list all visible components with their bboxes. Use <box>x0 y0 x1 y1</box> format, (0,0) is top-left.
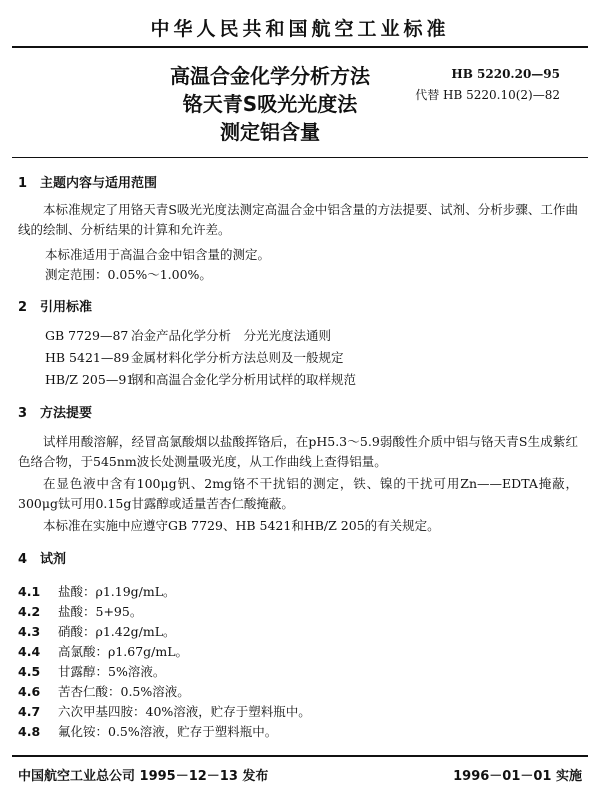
section-1-paragraph-1: 本标准规定了用铬天青S吸光光度法测定高温合金中铝含量的方法提要、试剂、分析步骤、工作曲线的绘制、分析结果的计算和允许差。 <box>18 202 578 237</box>
reference-title: 钢和高温合金化学分析用试样的取样规范 <box>130 372 356 387</box>
item-number: 4.8 <box>18 724 41 739</box>
section-title: 引用标准 <box>40 300 93 315</box>
item-number: 4.7 <box>18 704 41 719</box>
item-text: 盐酸：ρ1.19g/mL。 <box>58 584 176 599</box>
reagent-item <box>18 682 190 700</box>
section-3-paragraph-2: 在显色液中含有100μg钒、2mg铬不干扰铝的测定，铁、镍的干扰可用Zn——EDTA掩蔽，300μg钛可用0.15g甘露醇或适量苦杏仁酸掩蔽。 <box>18 476 578 511</box>
item-number: 4.2 <box>18 604 41 619</box>
item-number: 4.4 <box>18 644 41 659</box>
reference-title: 金属材料化学分析方法总则及一般规定 <box>130 350 344 365</box>
item-text: 高氯酸：ρ1.67g/mL。 <box>58 644 189 659</box>
reference-row <box>45 348 344 366</box>
title-rule <box>12 157 588 158</box>
reagent-item <box>18 642 188 660</box>
reagent-item <box>18 582 176 600</box>
standard-code: HB 5220.20—95 <box>451 67 560 81</box>
item-number: 4.5 <box>18 664 41 679</box>
section-title: 试剂 <box>40 552 67 567</box>
reference-row <box>45 326 331 344</box>
section-1-heading <box>18 172 157 191</box>
section-3-paragraph-3: 本标准在实施中应遵守GB 7729、HB 5421和HB/Z 205的有关规定。 <box>43 518 440 533</box>
effective-date: 1996－01－01 实施 <box>453 769 582 784</box>
item-text: 甘露醇：5%溶液。 <box>58 664 166 679</box>
reagent-item <box>18 602 142 620</box>
reagent-item <box>18 702 311 720</box>
reference-code: GB 7729—87 <box>45 328 129 343</box>
reagent-item <box>18 722 277 740</box>
section-number: 4 <box>18 552 28 567</box>
standard-banner: 中华人民共和国航空工业标准 <box>150 18 450 40</box>
section-number: 3 <box>18 406 28 421</box>
item-number: 4.3 <box>18 624 41 639</box>
section-title: 主题内容与适用范围 <box>40 176 158 191</box>
section-3-heading <box>18 402 92 421</box>
item-text: 苦杏仁酸：0.5%溶液。 <box>58 684 190 699</box>
reagent-item <box>18 622 176 640</box>
issue-date: 中国航空工业总公司 1995－12－13 发布 <box>18 769 269 784</box>
section-1-paragraph-3: 测定范围：0.05%～1.00%。 <box>45 267 212 282</box>
section-2-heading <box>18 296 92 315</box>
item-number: 4.1 <box>18 584 41 599</box>
item-text: 硝酸：ρ1.42g/mL。 <box>58 624 176 639</box>
section-number: 2 <box>18 300 28 315</box>
item-text: 盐酸：5+95。 <box>58 604 143 619</box>
section-4-heading <box>18 548 66 567</box>
section-1-paragraph-2: 本标准适用于高温合金中铝含量的测定。 <box>45 247 271 262</box>
item-text: 六次甲基四胺：40%溶液，贮存于塑料瓶中。 <box>58 704 311 719</box>
item-number: 4.6 <box>18 684 41 699</box>
document-title-line-3: 测定铝含量 <box>220 120 320 144</box>
item-text: 氟化铵：0.5%溶液，贮存于塑料瓶中。 <box>58 724 278 739</box>
section-title: 方法提要 <box>40 406 93 421</box>
header-rule <box>12 46 588 48</box>
reference-code: HB/Z 205—91 <box>45 372 135 387</box>
section-3-paragraph-1: 试样用酸溶解，经冒高氯酸烟以盐酸挥铬后，在pH5.3～5.9弱酸性介质中铝与铬天青S生成紫红色络合物，于545nm波长处测量吸光度，从工作曲线上查得铝量。 <box>18 434 578 469</box>
reference-title: 冶金产品化学分析 分光光度法通则 <box>130 328 331 343</box>
section-number: 1 <box>18 176 28 191</box>
replaces-code: 代替 HB 5220.10(2)—82 <box>415 88 560 102</box>
document-title-line-1: 高温合金化学分析方法 <box>170 64 370 88</box>
reagent-item <box>18 662 165 680</box>
reference-row <box>45 370 356 388</box>
footer-rule <box>12 755 588 757</box>
document-title-line-2: 铬天青S吸光光度法 <box>182 92 358 116</box>
reference-code: HB 5421—89 <box>45 350 130 365</box>
